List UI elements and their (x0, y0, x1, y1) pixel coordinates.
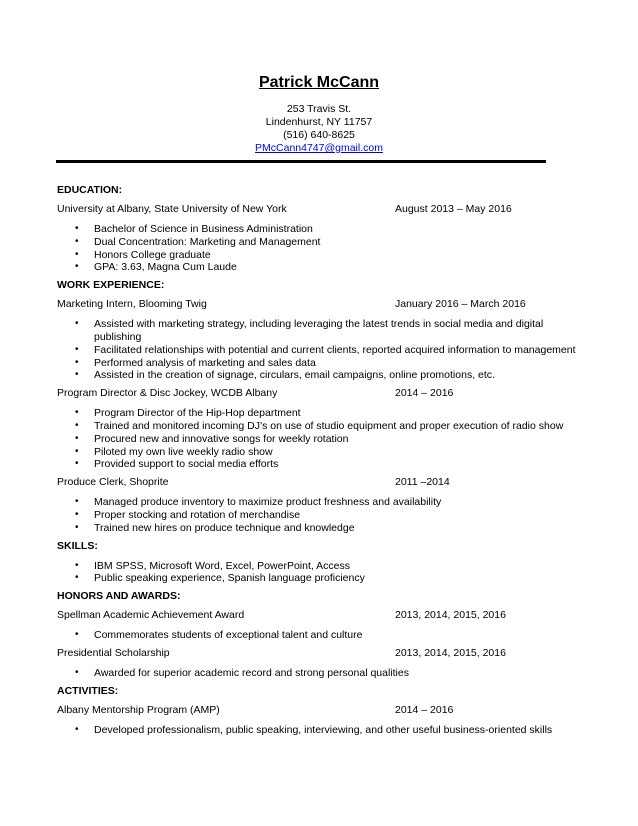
job-dates: 2011 –2014 (395, 476, 450, 489)
list-item: • Honors College graduate (57, 249, 577, 262)
skills-bullets (57, 560, 577, 586)
activity-bullets (57, 724, 577, 737)
job-dates: January 2016 – March 2016 (395, 298, 526, 311)
phone-number: (516) 640-8625 (283, 129, 355, 141)
award-entry (57, 647, 577, 660)
address-line-1: 253 Travis St. (286, 103, 352, 115)
award-bullets (57, 667, 577, 680)
list-item: • Procured new and innovative songs for weekly rotation (57, 433, 577, 446)
job-title: Marketing Intern, Blooming Twig (57, 298, 207, 311)
list-item: • Piloted my own live weekly radio show (57, 446, 577, 459)
list-item: • Dual Concentration: Marketing and Management (57, 236, 577, 249)
activity-title: Albany Mentorship Program (AMP) (57, 703, 220, 716)
contact-block (0, 103, 638, 155)
education-dates: August 2013 – May 2016 (395, 203, 512, 215)
list-item: • Performed analysis of marketing and sales data (57, 357, 577, 370)
list-item: • Awarded for superior academic record and strong personal qualities (57, 667, 577, 680)
education-entry (57, 203, 577, 216)
activity-dates: 2014 – 2016 (395, 703, 454, 716)
header-divider (56, 160, 546, 163)
education-bullets (57, 223, 577, 274)
list-item: • Assisted in the creation of signage, circulars, email campaigns, online promotions, etc. (57, 369, 577, 382)
list-item: • GPA: 3.63, Magna Cum Laude (57, 261, 577, 274)
skills-heading: SKILLS: (57, 539, 98, 552)
job-entry (57, 298, 577, 311)
award-entry (57, 609, 577, 622)
resume-body (57, 184, 577, 737)
list-item: • Proper stocking and rotation of merchandise (57, 509, 577, 522)
list-item: • Developed professionalism, public speaking, interviewing, and other useful business-oriented skills (57, 724, 577, 737)
activities-heading: ACTIVITIES: (57, 684, 119, 697)
list-item: • Managed produce inventory to maximize product freshness and availability (57, 496, 577, 509)
list-item: • Trained and monitored incoming DJ’s on use of studio equipment and proper execution of radio show (57, 420, 577, 433)
list-item: • Trained new hires on produce technique and knowledge (57, 522, 577, 535)
list-item: • Provided support to social media efforts (57, 458, 577, 471)
list-item: • Program Director of the Hip-Hop department (57, 407, 577, 420)
job-title: Program Director & Disc Jockey, WCDB Albany (57, 387, 278, 400)
list-item: • Public speaking experience, Spanish language proficiency (57, 572, 577, 585)
job-bullets (57, 407, 577, 471)
job-bullets (57, 318, 577, 382)
job-title: Produce Clerk, Shoprite (57, 476, 169, 489)
activity-entry (57, 704, 577, 717)
education-heading: EDUCATION: (57, 184, 123, 196)
school-name: University at Albany, State University of New York (57, 203, 287, 215)
job-dates: 2014 – 2016 (395, 387, 454, 400)
award-title: Presidential Scholarship (57, 646, 170, 659)
award-dates: 2013, 2014, 2015, 2016 (395, 609, 506, 622)
work-heading: WORK EXPERIENCE: (57, 279, 165, 292)
job-entry (57, 476, 577, 489)
award-bullets (57, 629, 577, 642)
honors-heading: HONORS AND AWARDS: (57, 590, 181, 603)
list-item: • Bachelor of Science in Business Administration (57, 223, 577, 236)
address-line-2: Lindenhurst, NY 11757 (265, 116, 373, 128)
award-title: Spellman Academic Achievement Award (57, 609, 245, 622)
list-item: • IBM SPSS, Microsoft Word, Excel, PowerPoint, Access (57, 560, 577, 573)
job-entry (57, 387, 577, 400)
candidate-name: Patrick McCann (258, 74, 380, 91)
job-bullets (57, 496, 577, 534)
list-item: • Commemorates students of exceptional talent and culture (57, 629, 577, 642)
award-dates: 2013, 2014, 2015, 2016 (395, 646, 506, 659)
list-item: • Facilitated relationships with potential and current clients, reported acquired information to management (57, 344, 577, 357)
list-item: • Assisted with marketing strategy, including leveraging the latest trends in social media and digital publishing (57, 318, 577, 344)
email-link[interactable]: PMcCann4747@gmail.com (255, 142, 383, 154)
